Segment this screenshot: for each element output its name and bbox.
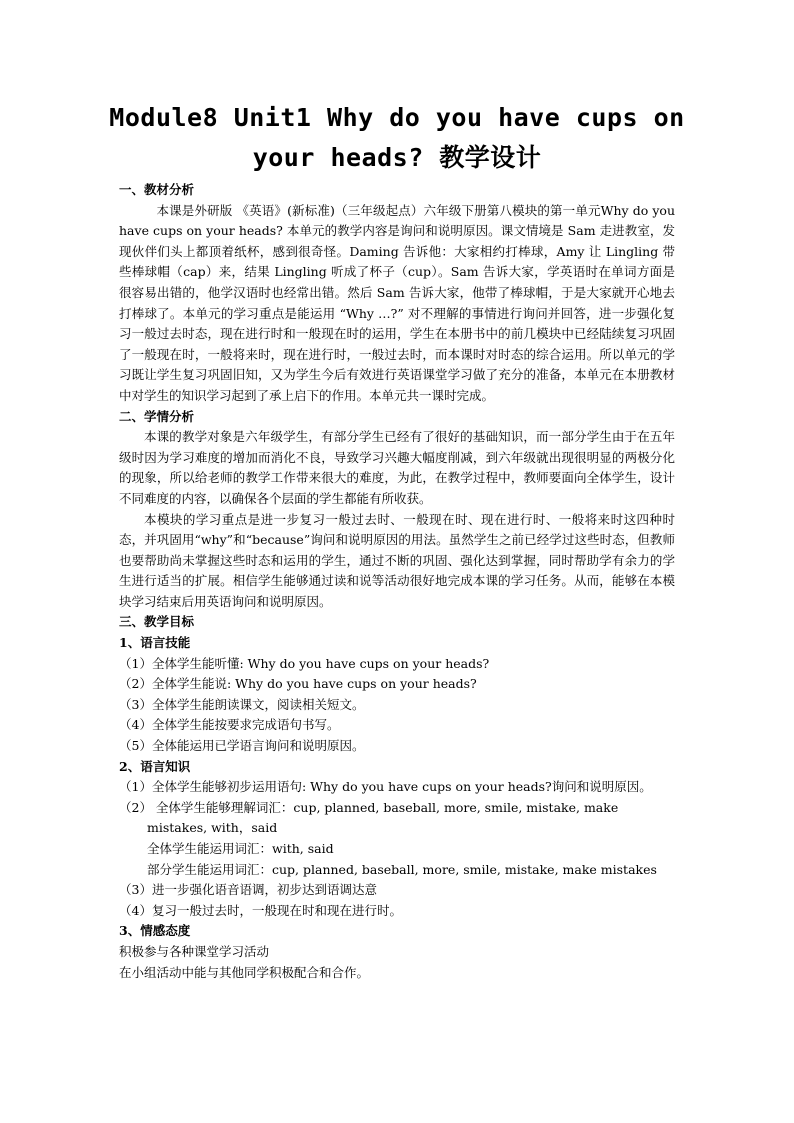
subheading-language-skills: 1、语言技能 bbox=[119, 635, 191, 651]
subheading-emotional-attitude: 3、情感态度 bbox=[119, 923, 191, 939]
knowledge-item-1: （1）全体学生能够初步运用语句: Why do you have cups on your heads?询问和说明原因。 bbox=[119, 779, 652, 795]
section-heading-student-analysis: 二、学情分析 bbox=[119, 408, 195, 424]
student-analysis-paragraph-1: 本课的教学对象是六年级学生，有部分学生已经有了很好的基础知识，而一部分学生由于在五年级时因为学习难度的增加而消化不良，导致学习兴趣大幅度削减，到六年级就出现很明显的两极分化的现象，所以给老师的教学工作带来很大的难度，为此，在教学过程中，教师要面向全体学生，设计不同难度的内容，以确保各个层面的学生都能有所收获。 bbox=[119, 429, 675, 506]
textbook-analysis-paragraph: 本课是外研版 《英语》(新标准)（三年级起点）六年级下册第八模块的第一单元Why do you have cups on your heads? 本单元的教学内容是询问和说明原因。课文情境是 Sam 走进教室，发现伙伴们头上都顶着纸杯，感到很奇怪。Daming 告诉他：大家相约打棒球，Amy 让 Lingling 带些棒球帽（cap）来，结果 Lingling 听成了杯子（cup）。Sam 告诉大家，学英语时在单词方面是很容易出错的，他学汉语时也经常出错。然后 Sam 告诉大家，他带了棒球帽，于是大家就开心地去打棒球了。本单元的学习重点是能运用 “Why …?” 对不理解的事情进行询问并回答，进一步强化复习一般过去时态，现在进行时和一般现在时的运用，学生在本册书中的前几模块中已经陆续复习巩固了一般现在时，一般将来时，现在进行时，一般过去时，而本课时对时态的综合运用。所以单元的学习既让学生复习巩固旧知，又为学生今后有效进行英语课堂学习做了充分的准备，本单元在本册教材中对学生的知识学习起到了承上启下的作用。本单元共一课时完成。 bbox=[119, 202, 675, 403]
attitude-line-1: 积极参与各种课堂学习活动 bbox=[119, 943, 270, 959]
skills-item-2: （2）全体学生能说: Why do you have cups on your heads? bbox=[119, 676, 477, 692]
knowledge-item-4: （4）复习一般过去时，一般现在时和现在进行时。 bbox=[119, 902, 402, 918]
skills-item-4: （4）全体学生能按要求完成语句书写。 bbox=[119, 717, 340, 733]
student-analysis-paragraph-2: 本模块的学习重点是进一步复习一般过去时、一般现在时、现在进行时、一般将来时这四种时态，并巩固用“why”和“because”询问和说明原因的用法。虽然学生之前已经学过这些时态，但教师也要帮助尚未掌握这些时态和运用的学生，通过不断的巩固、强化达到掌握，同时帮助学有余力的学生进行适当的扩展。相信学生能够通过读和说等活动很好地完成本课的学习任务。从而，能够在本模块学习结束后用英语询问和说明原因。 bbox=[119, 511, 675, 609]
section-heading-teaching-objectives: 三、教学目标 bbox=[119, 614, 195, 630]
document-body bbox=[119, 180, 675, 983]
skills-item-1: （1）全体学生能听懂: Why do you have cups on your heads? bbox=[119, 655, 490, 671]
skills-item-5: （5）全体能运用已学语言询问和说明原因。 bbox=[119, 738, 365, 754]
title-line-2: your heads? 教学设计 bbox=[252, 143, 542, 172]
knowledge-item-2: （2） 全体学生能够理解词汇：cup, planned, baseball, more, smile, mistake, make mistakes, with，said bbox=[119, 799, 619, 836]
knowledge-item-3: （3）进一步强化语音语调，初步达到语调达意 bbox=[119, 882, 377, 898]
attitude-line-2: 在小组活动中能与其他同学积极配合和合作。 bbox=[119, 964, 370, 980]
skills-item-3: （3）全体学生能朗读课文，阅读相关短文。 bbox=[119, 696, 365, 712]
document-title bbox=[100, 98, 694, 178]
knowledge-vocab-all: 全体学生能运用词汇：with, said bbox=[147, 841, 334, 856]
title-line-1: Module8 Unit1 Why do you have cups on bbox=[109, 103, 685, 132]
subheading-language-knowledge: 2、语言知识 bbox=[119, 758, 191, 774]
knowledge-vocab-some: 部分学生能运用词汇：cup, planned, baseball, more, smile, mistake, make mistakes bbox=[147, 861, 657, 877]
section-heading-textbook-analysis: 一、教材分析 bbox=[119, 182, 195, 197]
